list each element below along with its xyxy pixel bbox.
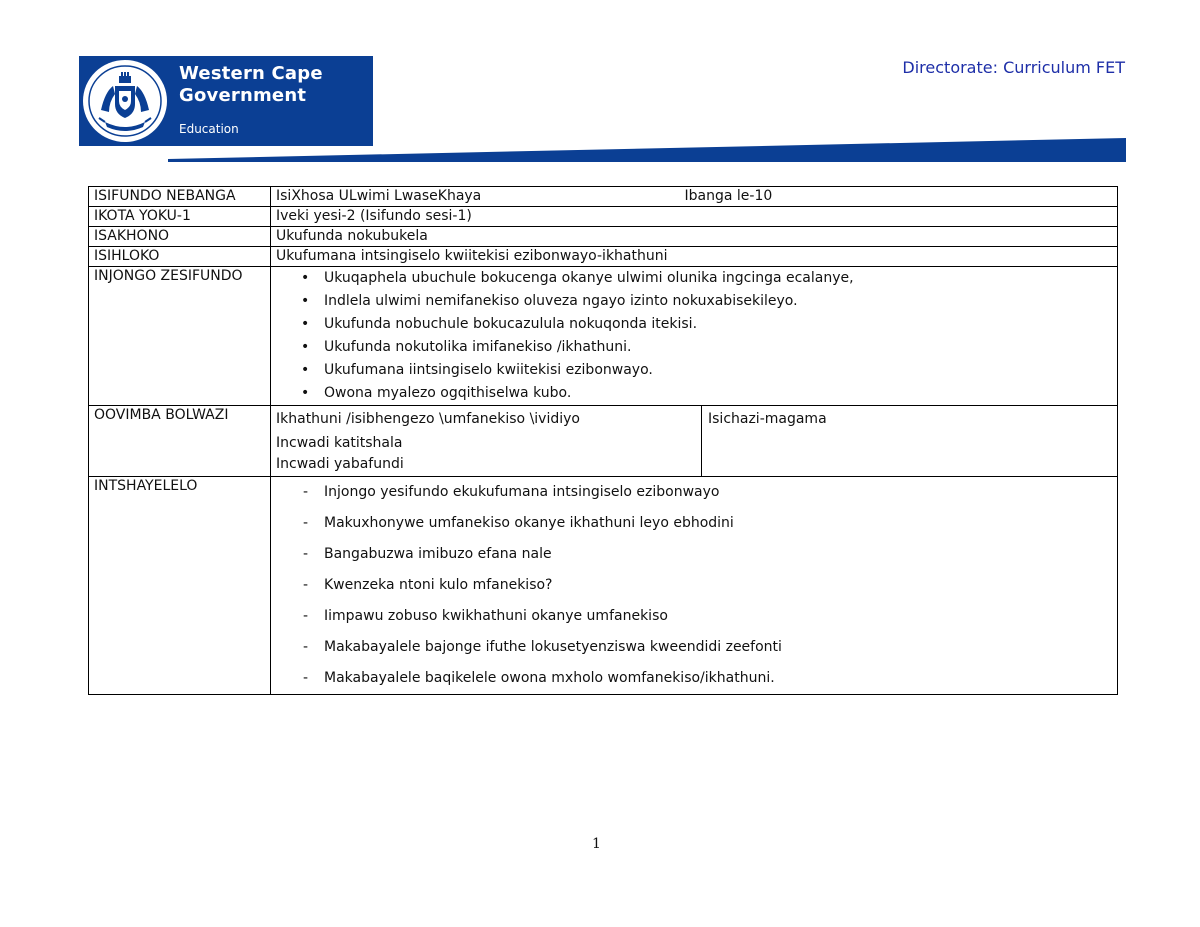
grade-value: Ibanga le-10 (684, 188, 773, 204)
list-item: • Ukufunda nobuchule bokucazulula nokuqonda itekisi. (324, 313, 1112, 336)
list-item: - Injongo yesifundo ekukufumana intsingiselo ezibonwayo (324, 477, 1112, 508)
header-swoosh-band (168, 136, 1126, 164)
logo-line2: Government (179, 85, 307, 106)
resources-cell (271, 406, 1118, 477)
logo-line1: Western Cape (179, 63, 323, 84)
row-label: INJONGO ZESIFUNDO (89, 267, 271, 406)
table-row (89, 477, 1118, 695)
list-item: - Bangabuzwa imibuzo efana nale (324, 539, 1112, 570)
row-label: ISIFUNDO NEBANGA (89, 187, 271, 207)
table-row (89, 187, 1118, 207)
row-value: Iveki yesi-2 (Isifundo sesi-1) (271, 207, 1118, 227)
row-label: ISIHLOKO (89, 247, 271, 267)
subject-value: IsiXhosa ULwimi LwaseKhaya (276, 188, 482, 204)
resources-left (271, 406, 702, 476)
list-item: • Ukufunda nokutolika imifanekiso /ikhathuni. (324, 336, 1112, 359)
coat-of-arms-icon (81, 58, 169, 144)
lesson-plan-table (88, 186, 1118, 695)
resources-right: Isichazi-magama (708, 411, 827, 427)
logo-wordmark (179, 63, 323, 107)
list-item: - Iimpawu zobuso kwikhathuni okanye umfanekiso (324, 601, 1112, 632)
list-item: • Ukufumana iintsingiselo kwiitekisi ezibonwayo. (324, 359, 1112, 382)
table-row (89, 207, 1118, 227)
row-value: Ukufunda nokubukela (271, 227, 1118, 247)
list-item: - Makabayalele baqikelele owona mxholo womfanekiso/ikhathuni. (324, 663, 1112, 694)
list-item: • Ukuqaphela ubuchule bokucenga okanye ulwimi olunika ingcinga ecalanye, (324, 267, 1112, 290)
resources-split (271, 406, 1117, 476)
table-row (89, 227, 1118, 247)
row-value (271, 187, 1118, 207)
logo-subtitle: Education (179, 122, 239, 136)
resource-item: Ikhathuni /isibhengezo \umfanekiso \ividiyo (276, 411, 580, 427)
aims-cell (271, 267, 1118, 406)
wcg-logo (79, 56, 373, 146)
resource-item: Incwadi katitshala (276, 435, 403, 451)
row-label: IKOTA YOKU-1 (89, 207, 271, 227)
table-row (89, 267, 1118, 406)
intro-cell (271, 477, 1118, 695)
table-row (89, 247, 1118, 267)
row-label: ISAKHONO (89, 227, 271, 247)
table-row (89, 406, 1118, 477)
page-number: 1 (592, 836, 601, 852)
list-item: - Makuxhonywe umfanekiso okanye ikhathuni leyo ebhodini (324, 508, 1112, 539)
resource-item: Incwadi yabafundi (276, 456, 404, 472)
list-item: • Owona myalezo ogqithiselwa kubo. (324, 382, 1112, 405)
list-item: - Makabayalele bajonge ifuthe lokusetyenziswa kweendidi zeefonti (324, 632, 1112, 663)
row-label: OOVIMBA BOLWAZI (89, 406, 271, 477)
list-item: - Kwenzeka ntoni kulo mfanekiso? (324, 570, 1112, 601)
row-label: INTSHAYELELO (89, 477, 271, 695)
aims-list (276, 267, 1112, 405)
directorate-label: Directorate: Curriculum FET (902, 58, 1125, 77)
list-item: • Indlela ulwimi nemifanekiso oluveza ngayo izinto nokuxabisekileyo. (324, 290, 1112, 313)
row-value: Ukufumana intsingiselo kwiitekisi ezibonwayo-ikhathuni (271, 247, 1118, 267)
intro-list (276, 477, 1112, 694)
